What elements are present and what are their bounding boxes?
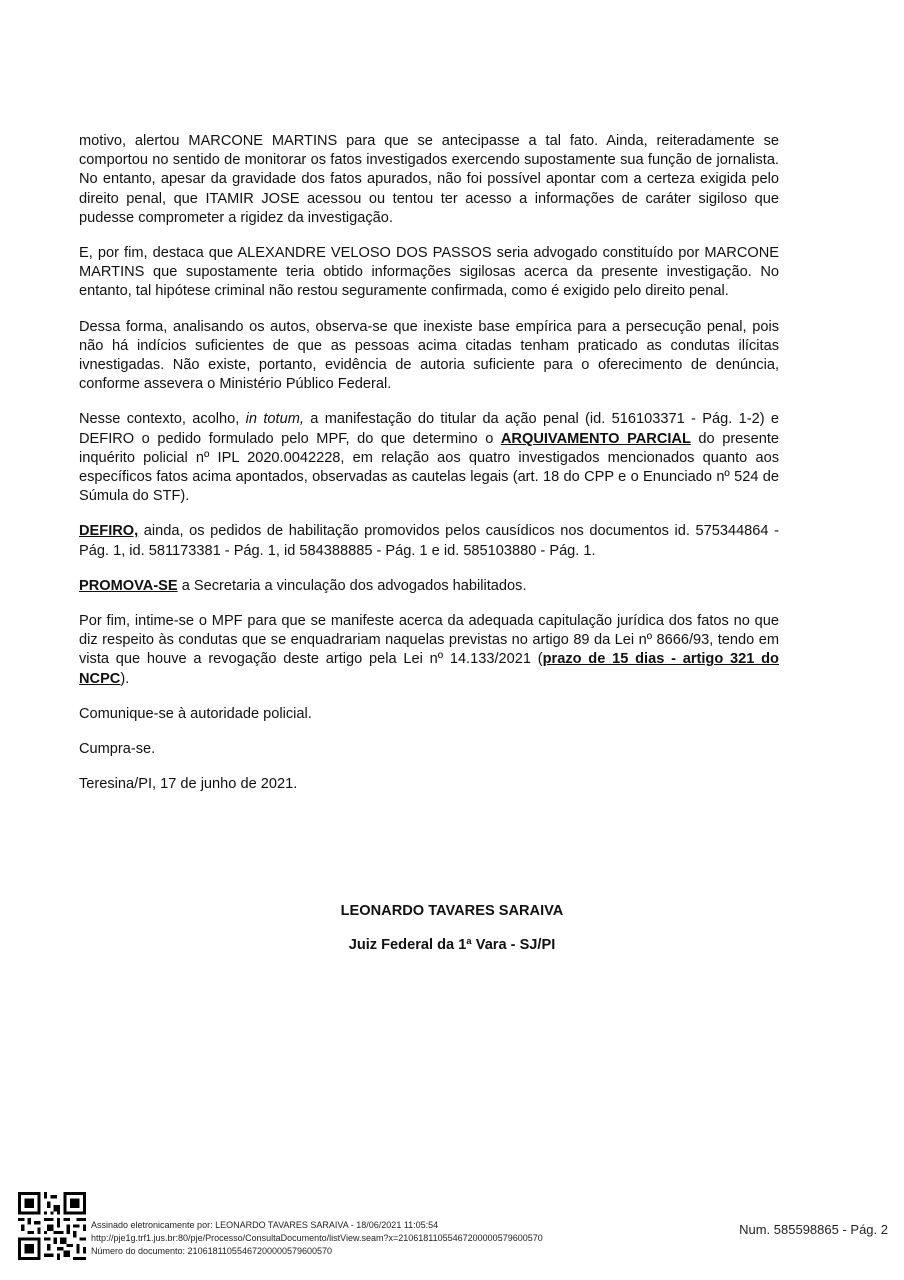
qr-code-icon [18,1192,86,1260]
p4-emphasis: ARQUIVAMENTO PARCIAL [500,430,691,447]
footer-url[interactable]: http://pje1g.trf1.jus.br:80/pje/Processo/ConsultaDocumento/listView.seam?x=21061811055467200000579600570 [91,1233,543,1243]
p6-text: a Secretaria a vinculação dos advogados habilitados. [177,577,527,594]
signature-role: Juiz Federal da 1ª Vara - SJ/PI [348,937,556,953]
p4-italic: in totum, [245,411,304,428]
paragraph-10: Teresina/PI, 17 de junho de 2021. [79,776,298,793]
p4-text-c: do presente inquérito policial nº IPL 2020.0042228, em relação aos quatro investigados mencionados quanto aos específicos fatos acima apontados, observadas as cautelas legais (art. 18 do CPP e o Enunciado nº 524 de Súmula do STF). [79,430,779,505]
paragraph-2: E, por fim, destaca que ALEXANDRE VELOSO DOS PASSOS seria advogado constituído por MARCONE MARTINS que supostamente teria obtido informações sigilosas acerca da presente investigação. No entanto, tal hipótese criminal não restou seguramente confirmada, como é exigido pelo direito penal. [79,245,779,300]
footer-document-number: Número do documento: 21061811055467200000579600570 [91,1246,333,1256]
p4-text-b: a manifestação do titular da ação penal (id. 516103371 - Pág. 1-2) e DEFIRO o pedido formulado pelo MPF, do que determino o [79,411,780,447]
footer [18,1192,888,1264]
p4-text-a: Nesse contexto, acolho, [79,411,246,428]
p5-text: ainda, os pedidos de habilitação promovidos pelos causídicos nos documentos id. 575344864 - Pág. 1, id. 581173381 - Pág. 1, id 584388885 - Pág. 1 e id. 585103880 - Pág. 1. [79,523,779,559]
paragraph-6 [79,577,779,596]
signature-name: LEONARDO TAVARES SARAIVA [340,903,564,919]
paragraph-3: Dessa forma, analisando os autos, observa-se que inexiste base empírica para a persecução penal, pois não há indícios suficientes de que as pessoas acima citadas tenham praticado as condutas ilícitas ivnestigadas. Não existe, portanto, evidência de autoria suficiente para o oferecimento de denúncia, conforme assevera o Ministério Público Federal. [79,318,779,393]
footer-signature-info [91,1219,543,1258]
p7-text-a: Por fim, intime-se o MPF para que se manifeste acerca da adequada capitulação jurídica dos fatos no que diz respeito às condutas que se enquadrariam naquelas previstas no artigo 89 da Lei nº 8666/93, tendo em vista que houve a revogação deste artigo pela Lei nº 14.133/2021 ( [79,613,779,668]
footer-signed-by: Assinado eletronicamente por: LEONARDO TAVARES SARAIVA - 18/06/2021 11:05:54 [91,1220,439,1230]
paragraph-9: Cumpra-se. [79,741,156,758]
paragraph-1: motivo, alertou MARCONE MARTINS para que se antecipasse a tal fato. Ainda, reiteradamente se comportou no sentido de monitorar os fatos investigados exercendo supostamente sua função de jornalista. No entanto, apesar da gravidade dos fatos apurados, não foi possível apontar com a certeza exigida pelo direito penal, que ITAMIR JOSE acessou ou tentou ter acesso a informações de caráter sigiloso que pudesse comprometer a rigidez da investigação. [79,133,779,226]
paragraph-8: Comunique-se à autoridade policial. [79,705,312,722]
paragraph-4 [79,410,779,506]
paragraph-5 [79,522,779,560]
paragraph-7 [79,612,779,689]
p5-emphasis: DEFIRO, [79,523,139,540]
p7-text-c: ). [120,670,130,687]
document-body [79,132,779,810]
p7-emphasis: prazo de 15 dias - artigo 321 do NCPC [79,651,779,687]
p6-emphasis: PROMOVA-SE [79,577,178,594]
page-number: Num. 585598865 - Pág. 2 [739,1222,888,1237]
